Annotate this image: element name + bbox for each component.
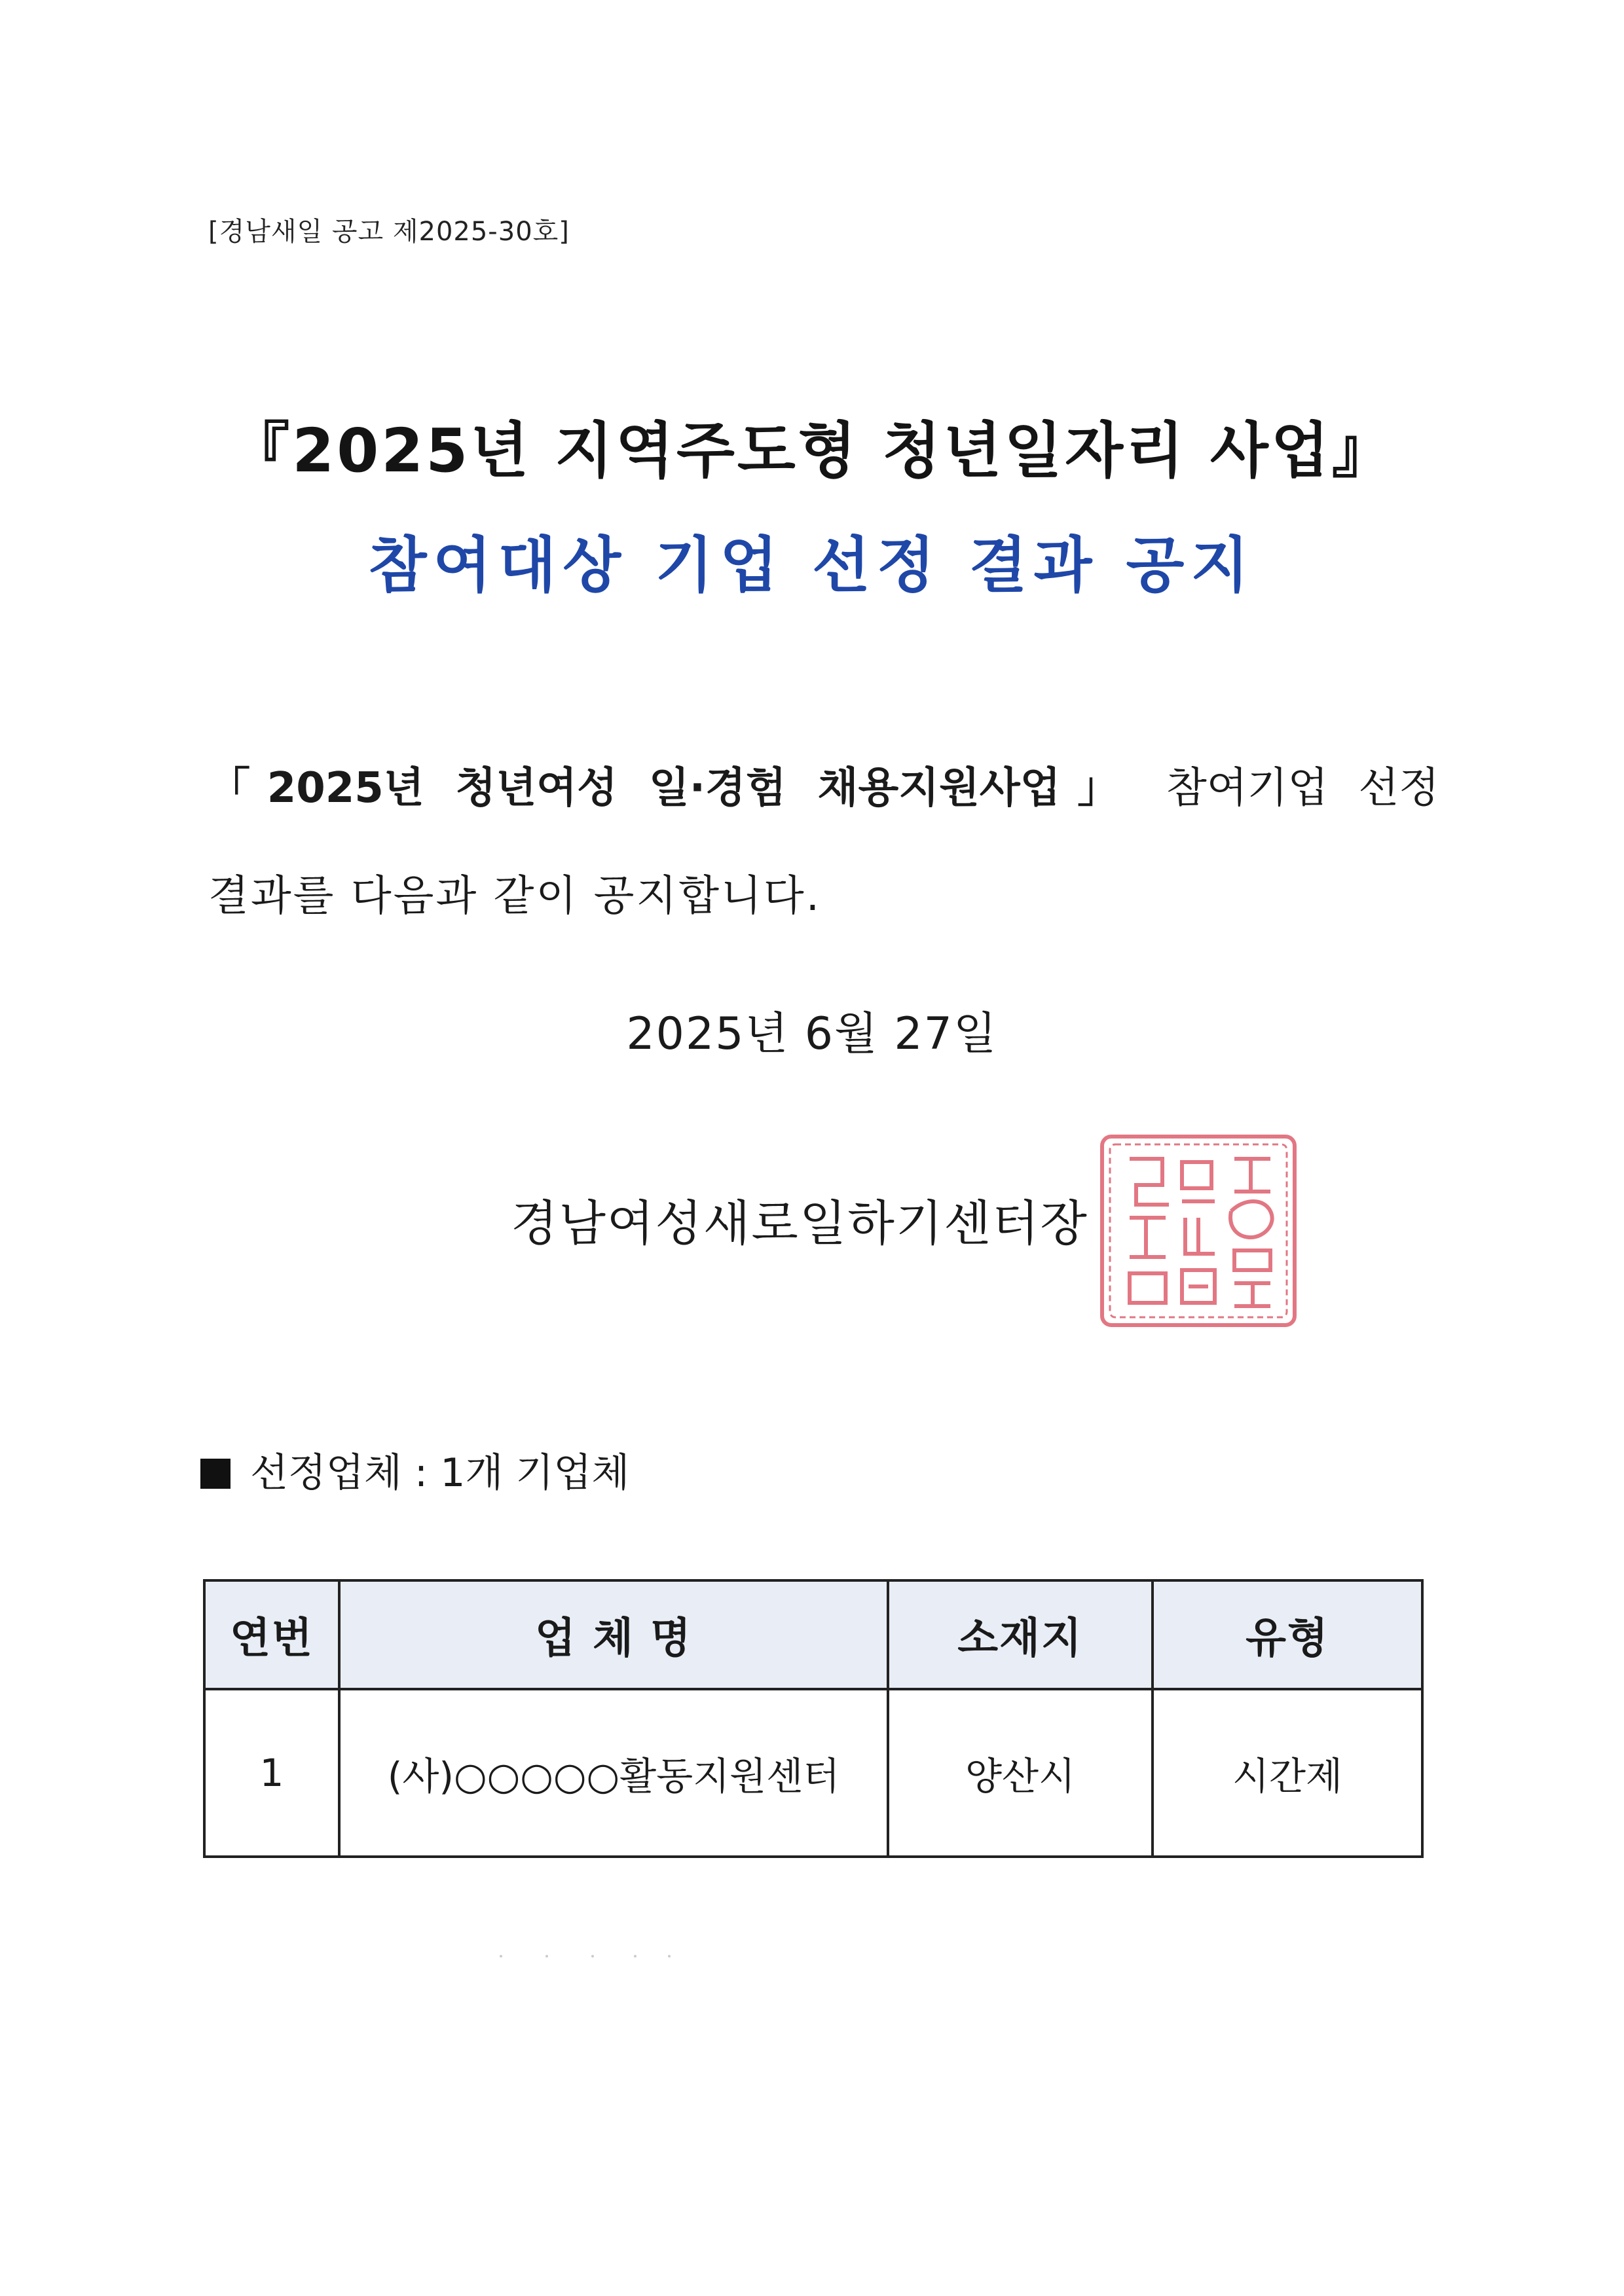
column-header-company-name: 업 체 명 — [339, 1580, 888, 1689]
intro-paragraph — [208, 735, 1439, 951]
intro-line-2: 결과를 다음과 같이 공지합니다. — [208, 872, 822, 920]
column-header-number: 연번 — [204, 1580, 339, 1689]
column-header-type: 유형 — [1153, 1580, 1422, 1689]
column-header-location: 소재지 — [888, 1580, 1153, 1689]
table-row — [204, 1689, 1422, 1857]
scan-dots-decoration — [498, 1954, 674, 1958]
intro-line-1-rest: 참여기업 선정 — [1135, 764, 1439, 812]
section-heading — [200, 1442, 629, 1498]
cell-type: 시간제 — [1153, 1689, 1422, 1857]
notice-number: [경남새일 공고 제2025-30호] — [208, 217, 570, 247]
square-bullet-icon — [200, 1459, 231, 1489]
page-title: 『2025년 지역주도형 청년일자리 사업』 — [229, 416, 1395, 486]
official-seal-icon — [1090, 1126, 1306, 1336]
selection-result-table — [203, 1579, 1424, 1858]
table-header-row — [204, 1580, 1422, 1689]
page-subtitle: 참여대상 기업 선정 결과 공지 — [368, 530, 1256, 600]
intro-line-1 — [208, 735, 1439, 843]
section-heading-text: 선정업체 : 1개 기업체 — [250, 1450, 630, 1496]
cell-number: 1 — [204, 1689, 339, 1857]
notice-date: 2025년 6월 27일 — [626, 1008, 998, 1060]
cell-location: 양산시 — [888, 1689, 1153, 1857]
project-name: 「2025년 청년여성 일·경험 채용지원사업」 — [208, 764, 1136, 812]
cell-company-name: (사)○○○○○활동지원센터 — [339, 1689, 888, 1857]
organization-name: 경남여성새로일하기센터장 — [511, 1195, 1088, 1252]
